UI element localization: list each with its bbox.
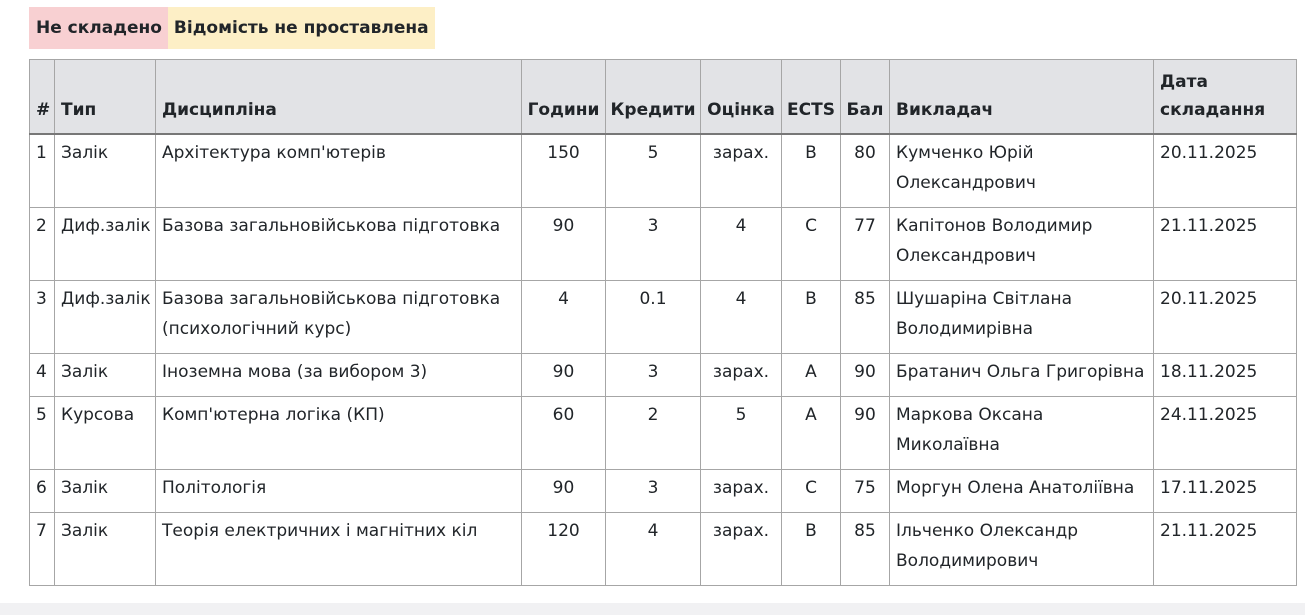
cell-hours [522, 207, 606, 280]
cell-num-text: 6 [36, 477, 47, 498]
header-num: # [30, 60, 55, 134]
cell-credits-text: 4 [647, 520, 659, 541]
cell-discipline-text: Іноземна мова (за вибором 3) [162, 361, 428, 382]
cell-teacher-text: Ільченко Олександр Володимирович [896, 520, 1078, 571]
cell-discipline-text: Базова загальновійськова підготовка (психологічний курс) [162, 288, 501, 339]
cell-score-text: 77 [854, 215, 876, 236]
cell-type-text: Залік [61, 520, 109, 541]
cell-teacher-text: Кумченко Юрій Олександрович [896, 142, 1036, 193]
cell-num-text: 7 [36, 520, 47, 541]
cell-type [55, 134, 156, 208]
cell-discipline-text: Теорія електричних і магнітних кіл [162, 520, 478, 541]
cell-ects [782, 469, 841, 512]
cell-score [841, 396, 890, 469]
table-row [30, 353, 1297, 396]
cell-discipline [156, 353, 522, 396]
cell-credits [606, 134, 701, 208]
cell-ects [782, 207, 841, 280]
cell-type [55, 512, 156, 585]
cell-type-text: Диф.залік [61, 288, 151, 309]
cell-grade [701, 512, 782, 585]
cell-score [841, 469, 890, 512]
cell-type-text: Залік [61, 477, 109, 498]
cell-type [55, 396, 156, 469]
header-score: Бал [841, 60, 890, 134]
cell-discipline [156, 207, 522, 280]
cell-hours [522, 353, 606, 396]
cell-num-text: 1 [36, 142, 47, 163]
cell-grade-text: зарах. [712, 520, 770, 541]
cell-ects [782, 396, 841, 469]
cell-discipline [156, 280, 522, 353]
table-row [30, 280, 1297, 353]
cell-ects-text: A [805, 404, 817, 425]
cell-teacher [890, 207, 1154, 280]
cell-teacher [890, 512, 1154, 585]
cell-teacher-text: Капітонов Володимир Олександрович [896, 215, 1093, 266]
cell-date-text: 21.11.2025 [1160, 520, 1258, 541]
cell-num [30, 207, 55, 280]
cell-credits-text: 3 [647, 215, 659, 236]
table-header-row [30, 60, 1297, 134]
cell-num [30, 134, 55, 208]
cell-grade-text: 5 [735, 404, 747, 425]
cell-grade-text: зарах. [712, 477, 770, 498]
cell-teacher [890, 396, 1154, 469]
cell-ects [782, 134, 841, 208]
cell-num [30, 353, 55, 396]
header-hours: Години [522, 60, 606, 134]
cell-teacher [890, 469, 1154, 512]
table-row [30, 469, 1297, 512]
cell-ects [782, 280, 841, 353]
cell-type [55, 469, 156, 512]
cell-ects [782, 353, 841, 396]
header-ects: ECTS [782, 60, 841, 134]
cell-type [55, 207, 156, 280]
grades-table [29, 59, 1297, 586]
cell-discipline [156, 512, 522, 585]
cell-date [1154, 280, 1297, 353]
cell-teacher [890, 353, 1154, 396]
cell-ects-text: B [805, 288, 817, 309]
header-credits: Кредити [606, 60, 701, 134]
cell-hours-text: 90 [552, 477, 575, 498]
cell-credits [606, 469, 701, 512]
cell-date [1154, 353, 1297, 396]
cell-credits [606, 280, 701, 353]
cell-date [1154, 396, 1297, 469]
header-date: Дата складання [1154, 60, 1297, 134]
cell-credits-text: 5 [647, 142, 659, 163]
cell-teacher-text: Шушаріна Світлана Володимирівна [896, 288, 1072, 339]
cell-credits-text: 2 [647, 404, 659, 425]
cell-hours-text: 4 [558, 288, 569, 309]
cell-date-text: 24.11.2025 [1160, 404, 1258, 425]
cell-credits-text: 0.1 [639, 288, 667, 309]
cell-score [841, 207, 890, 280]
cell-ects-text: C [805, 477, 817, 498]
cell-num-text: 4 [36, 361, 47, 382]
cell-date-text: 20.11.2025 [1160, 288, 1258, 309]
cell-type [55, 280, 156, 353]
page-footer-band [0, 603, 1305, 615]
cell-num-text: 5 [36, 404, 47, 425]
cell-hours [522, 280, 606, 353]
header-discipline: Дисципліна [156, 60, 522, 134]
cell-score-text: 90 [854, 404, 876, 425]
cell-grade [701, 207, 782, 280]
cell-score-text: 75 [854, 477, 876, 498]
cell-type-text: Залік [61, 142, 109, 163]
status-legend [29, 7, 435, 49]
cell-date [1154, 207, 1297, 280]
cell-credits [606, 353, 701, 396]
cell-num-text: 2 [36, 215, 47, 236]
cell-num [30, 396, 55, 469]
cell-credits [606, 396, 701, 469]
cell-score-text: 80 [854, 142, 876, 163]
cell-ects [782, 512, 841, 585]
legend-not-passed: Не складено [29, 7, 168, 49]
cell-type-text: Диф.залік [61, 215, 151, 236]
cell-score-text: 85 [854, 520, 876, 541]
cell-grade-text: зарах. [712, 142, 770, 163]
cell-teacher [890, 280, 1154, 353]
cell-score [841, 134, 890, 208]
cell-teacher-text: Маркова Оксана Миколаївна [896, 404, 1044, 455]
table-row [30, 512, 1297, 585]
cell-num [30, 280, 55, 353]
cell-teacher-text: Моргун Олена Анатоліївна [896, 477, 1135, 498]
cell-date-text: 20.11.2025 [1160, 142, 1258, 163]
cell-num [30, 469, 55, 512]
cell-num [30, 512, 55, 585]
cell-grade [701, 280, 782, 353]
cell-hours [522, 469, 606, 512]
cell-hours-text: 90 [552, 215, 575, 236]
cell-date-text: 21.11.2025 [1160, 215, 1258, 236]
cell-discipline-text: Політологія [162, 477, 267, 498]
header-grade: Оцінка [701, 60, 782, 134]
cell-grade-text: 4 [735, 215, 747, 236]
cell-discipline [156, 134, 522, 208]
cell-discipline-text: Комп'ютерна логіка (КП) [162, 404, 385, 425]
cell-ects-text: B [805, 520, 817, 541]
table-row [30, 396, 1297, 469]
cell-credits-text: 3 [647, 477, 659, 498]
cell-credits-text: 3 [647, 361, 659, 382]
cell-ects-text: A [805, 361, 817, 382]
cell-type-text: Курсова [61, 404, 135, 425]
cell-teacher-text: Братанич Ольга Григорівна [896, 361, 1145, 382]
cell-score [841, 512, 890, 585]
cell-credits [606, 512, 701, 585]
cell-discipline [156, 469, 522, 512]
cell-hours-text: 90 [552, 361, 575, 382]
cell-score [841, 353, 890, 396]
cell-grade-text: зарах. [712, 361, 770, 382]
cell-score-text: 90 [854, 361, 876, 382]
cell-grade [701, 469, 782, 512]
cell-grade [701, 353, 782, 396]
cell-type-text: Залік [61, 361, 109, 382]
cell-type [55, 353, 156, 396]
cell-ects-text: B [805, 142, 817, 163]
cell-date [1154, 512, 1297, 585]
cell-discipline-text: Архітектура комп'ютерів [162, 142, 386, 163]
cell-hours [522, 396, 606, 469]
cell-discipline-text: Базова загальновійськова підготовка [162, 215, 501, 236]
cell-hours-text: 60 [552, 404, 575, 425]
cell-hours [522, 512, 606, 585]
table-row [30, 134, 1297, 208]
cell-score [841, 280, 890, 353]
cell-grade [701, 134, 782, 208]
cell-teacher [890, 134, 1154, 208]
header-teacher: Викладач [890, 60, 1154, 134]
cell-hours-text: 120 [547, 520, 580, 541]
cell-date-text: 17.11.2025 [1160, 477, 1258, 498]
cell-hours [522, 134, 606, 208]
cell-date [1154, 134, 1297, 208]
header-type: Тип [55, 60, 156, 134]
cell-date [1154, 469, 1297, 512]
cell-discipline [156, 396, 522, 469]
cell-hours-text: 150 [547, 142, 580, 163]
cell-date-text: 18.11.2025 [1160, 361, 1258, 382]
cell-grade-text: 4 [735, 288, 747, 309]
cell-grade [701, 396, 782, 469]
cell-num-text: 3 [36, 288, 47, 309]
legend-record-pending: Відомість не проставлена [168, 7, 435, 49]
cell-credits [606, 207, 701, 280]
cell-ects-text: C [805, 215, 817, 236]
table-row [30, 207, 1297, 280]
cell-score-text: 85 [854, 288, 876, 309]
